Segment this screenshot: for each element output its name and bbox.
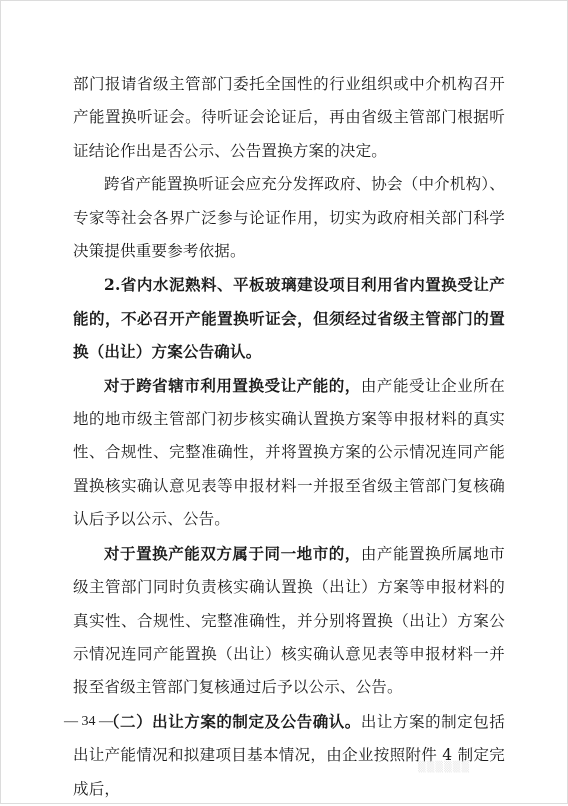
transfer-plan-heading: （二）出让方案的制定及公告确认。 xyxy=(104,711,361,731)
document-body xyxy=(73,68,505,806)
cross-city-lead: 对于跨省辖市利用置换受让产能的， xyxy=(104,375,361,395)
transfer-plan-body: 出让方案的制定包括出让产能情况和拟建项目基本情况，由企业按照附件 4 制定完成后， xyxy=(73,712,505,798)
paragraph-hearing-decision: 部门报请省级主管部门委托全国性的行业组织或中介机构召开产能置换听证会。待听证会论证后，再由省级主管部门根据听证结论作出是否公示、公告置换方案的决定。 xyxy=(73,75,505,160)
same-city-body: 由产能置换所属地市级主管部门同时负责核实确认置换（出让）方案等申报材料的真实性、合规性、完整准确性，并分别将置换（出让）方案公示情况连同产能置换（出让）核实确认意见表等申报材料一并报至省级主管部门复核通过后予以公示、公告。 xyxy=(73,544,505,697)
paragraph-same-city xyxy=(73,537,505,705)
paragraph-cross-city xyxy=(73,369,505,537)
page-number: — 34 — xyxy=(64,714,113,729)
same-city-lead: 对于置换产能双方属于同一地市的， xyxy=(104,543,361,563)
watermark-mark: ▒▒▒▒▒▒ xyxy=(418,762,471,773)
cross-city-body: 由产能受让企业所在地的地市级主管部门初步核实确认置换方案等申报材料的真实性、合规性、完整准确性，并将置换方案的公示情况连同产能置换核实确认意见表等申报材料一并报至省级主管部门复核确认后予以公示、公告。 xyxy=(73,376,505,529)
paragraph-transfer-plan xyxy=(73,705,505,806)
paragraph-cross-province-hearing: 跨省产能置换听证会应充分发挥政府、协会（中介机构）、专家等社会各界广泛参与论证作用，切实为政府相关部门科学决策提供重要参考依据。 xyxy=(73,175,505,261)
paragraph-heading-intra-province: 2.省内水泥熟料、平板玻璃建设项目利用省内置换受让产能的，不必召开产能置换听证会，但须经过省级主管部门的置换（出让）方案公告确认。 xyxy=(73,275,505,362)
